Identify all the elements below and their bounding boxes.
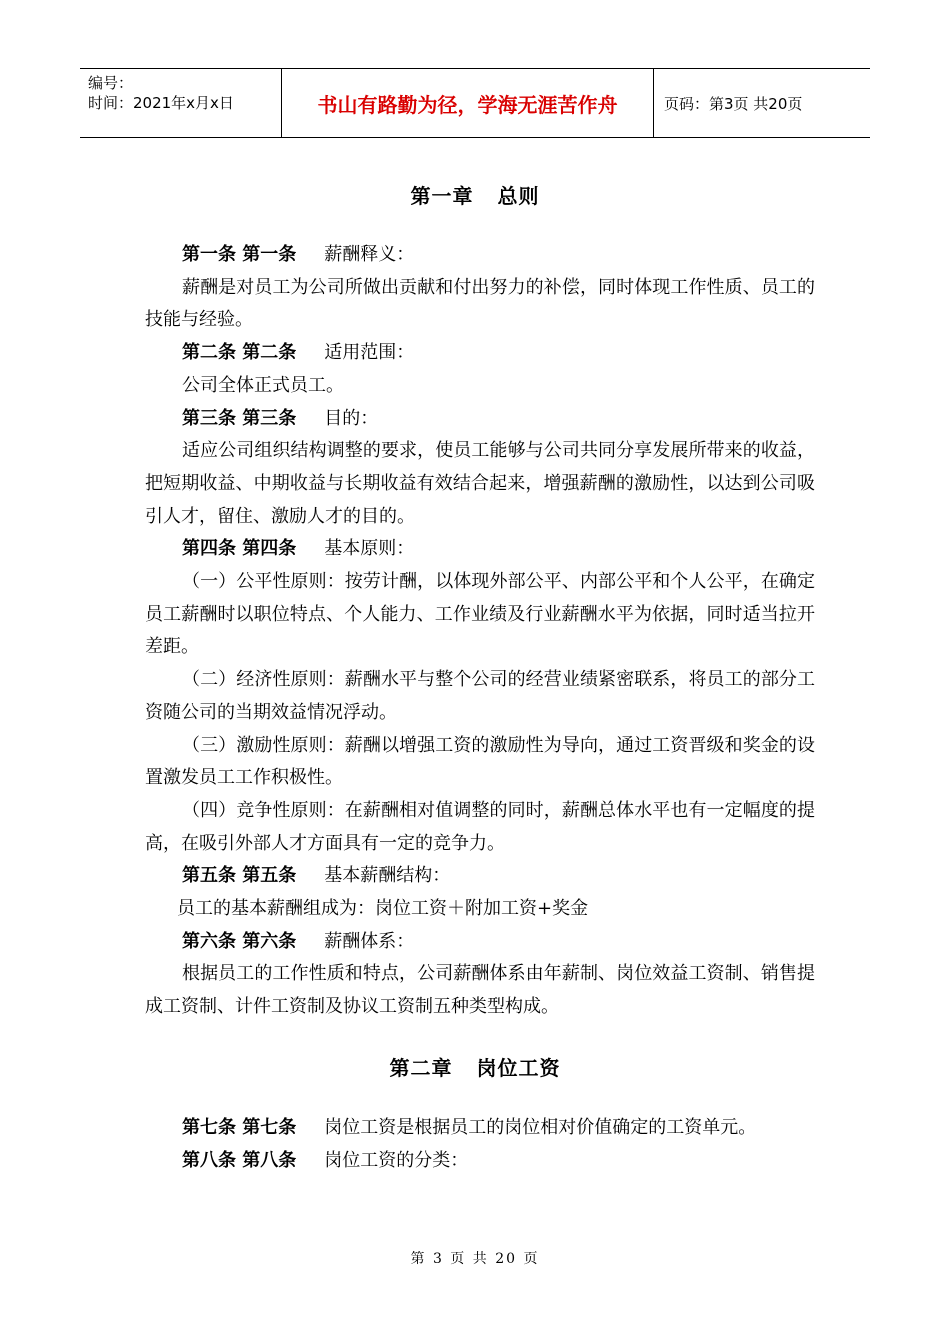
page-header [80,68,870,138]
chapter-2-title: 岗位工资 [476,1056,561,1080]
article-topic: 基本薪酬结构： [324,865,451,887]
article-topic: 岗位工资的分类： [324,1149,469,1171]
article-label: 第八条 第八条 [182,1149,297,1171]
article-1 [145,239,815,272]
paragraph: （一）公平性原则：按劳计酬，以体现外部公平、内部公平和个人公平，在确定员工薪酬时以职位特点、个人能力、工作业绩及行业薪酬水平为依据，同时适当拉开差距。 [145,571,815,658]
chapter-1-heading [0,180,950,209]
paragraph: 适应公司组织结构调整的要求，使员工能够与公司共同分享发展所带来的收益，把短期收益、中期收益与长期收益有效结合起来，增强薪酬的激励性，以达到公司吸引人才，留住、激励人才的目的。 [145,440,815,527]
article-label: 第六条 第六条 [182,930,297,952]
article-topic: 目的： [324,407,379,429]
page-footer: 第 3 页 共 20 页 [410,1251,540,1267]
article-label: 第四条 第四条 [182,538,297,560]
header-meta [80,69,282,137]
article-7 [145,1112,815,1145]
article-label: 第二条 第二条 [182,342,297,364]
article-topic: 薪酬释义： [324,244,415,265]
article-4 [145,533,815,566]
paragraph: （二）经济性原则：薪酬水平与整个公司的经营业绩紧密联系，将员工的部分工资随公司的当期效益情况浮动。 [145,669,815,723]
paragraph: （四）竞争性原则：在薪酬相对值调整的同时，薪酬总体水平也有一定幅度的提高，在吸引外部人才方面具有一定的竞争力。 [145,799,815,854]
article-label: 第一条 第一条 [182,244,297,265]
article-5 [145,860,815,893]
article-8 [145,1145,815,1178]
chapter-2-heading [0,1052,950,1081]
number-label: 编号： [88,74,134,92]
paragraph: （三）激励性原则：薪酬以增强工资的激励性为导向，通过工资晋级和奖金的设置激发员工工作积极性。 [145,734,815,789]
paragraph: 根据员工的工作性质和特点，公司薪酬体系由年薪制、岗位效益工资制、销售提成工资制、计件工资制及协议工资制五种类型构成。 [145,963,815,1018]
article-2 [145,337,815,370]
article-label: 第五条 第五条 [182,865,297,887]
article-topic: 适用范围： [324,342,415,364]
chapter-1-body [145,239,815,1024]
article-label: 第七条 第七条 [182,1117,297,1138]
header-page-info: 页码：第3页 共20页 [664,94,803,113]
article-topic: 基本原则： [324,538,415,560]
time-label: 时间：2021年x月x日 [88,94,234,112]
chapter-2-body [145,1112,815,1177]
chapter-2-number: 第二章 [389,1056,453,1080]
header-motto: 书山有路勤为径，学海无涯苦作舟 [282,69,654,137]
chapter-1-title: 总则 [497,184,540,208]
article-topic: 岗位工资是根据员工的岗位相对价值确定的工资单元。 [324,1117,757,1138]
article-label: 第三条 第三条 [182,407,297,429]
article-6 [145,926,815,959]
paragraph: 公司全体正式员工。 [182,374,344,396]
article-3 [145,403,815,436]
chapter-1-number: 第一章 [410,184,474,208]
article-topic: 薪酬体系： [324,930,415,952]
paragraph: 薪酬是对员工为公司所做出贡献和付出努力的补偿，同时体现工作性质、员工的技能与经验。 [145,276,815,331]
paragraph: 员工的基本薪酬组成为：岗位工资＋附加工资+奖金 [177,898,589,920]
